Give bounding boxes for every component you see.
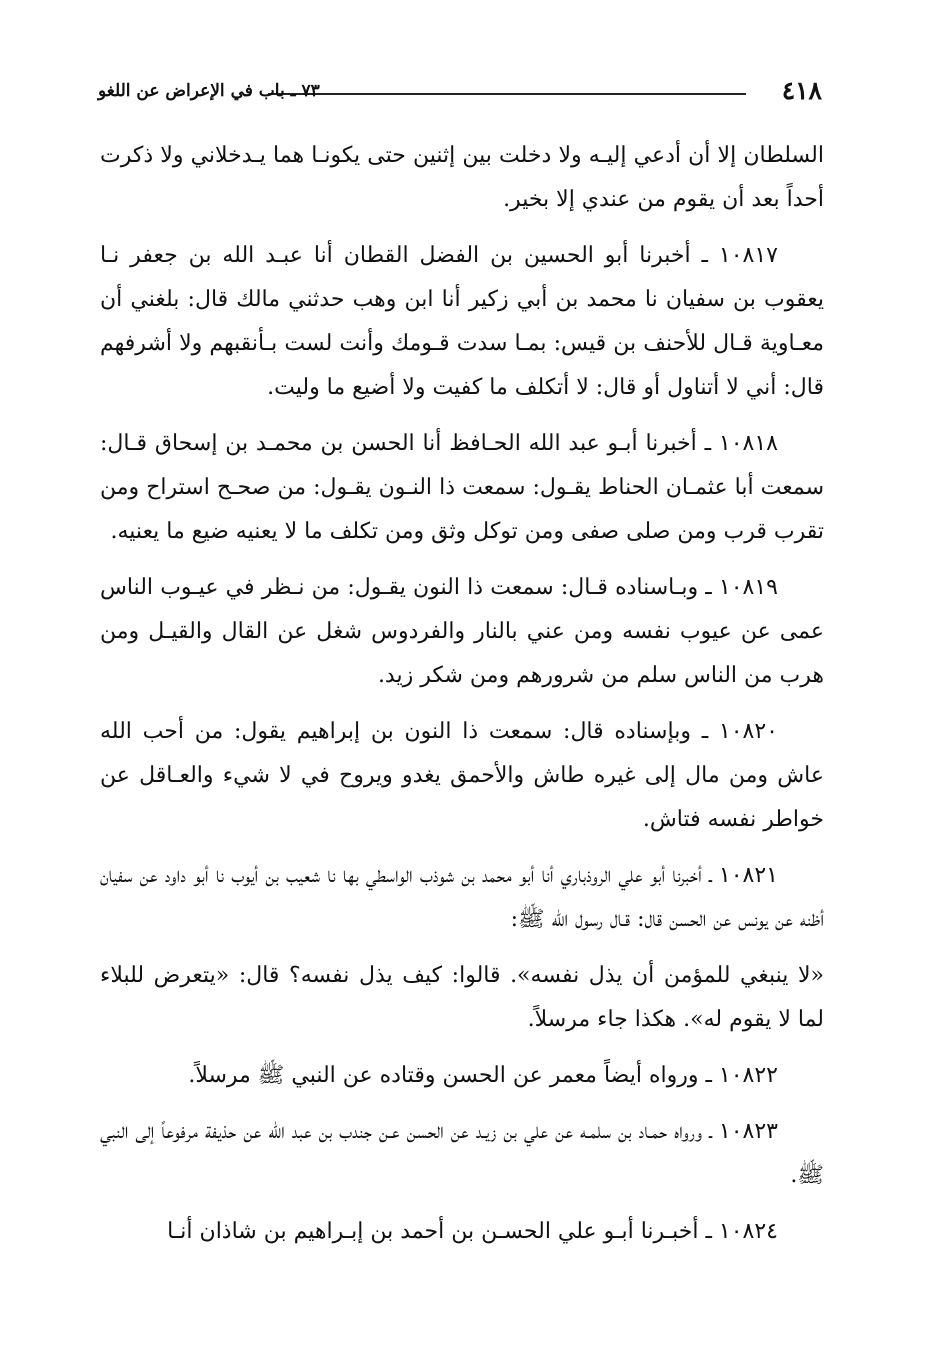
paragraph: «لا ينبغي للمؤمن أن يذل نفسه». قالوا: كيف يذل نفسه؟ قال: «يتعرض للبلاء لما لا يقوم له». هكذا جاء مرسلاً.	[100, 963, 824, 1032]
page-number: ٤١٨	[781, 76, 822, 105]
paragraph: ١٠٨٢١ ـ أخبرنا أبو علي الروذباري أنا أبو محمد بن شوذب الواسطي بها نا شعيب بن أيوب نا أبو داود عن سفيان أظنه عن يونس عن الحسن قال: قـال رسول الله ﷺ:	[100, 863, 824, 932]
paragraph: ١٠٨١٨ ـ أخبرنا أبـو عبد الله الحـافظ أنا الحسن بن محمـد بن إسحاق قـال: سمعت أبا عثمـان الحناط يقـول: سمعت ذا النـون يقـول: من صحـح استراح ومن تقرب قرب ومن صلى صفى ومن توكل وثق ومن تكلف ما لا يعنيه ضيع ما يعنيه.	[100, 431, 824, 544]
paragraph: ١٠٨٢٣ ـ ورواه حمـاد بن سلمـه عن علي بن زيـد عن الحسن عـن جندب بن عبد الله عن حذيفة مرفوعاً إلى النبي ﷺ.	[100, 1119, 824, 1188]
header-rule	[268, 93, 746, 95]
paragraph: السلطان إلا أن أدعي إليـه ولا دخلت بين إثنين حتى يكونـا هما يـدخلاني ولا ذكرت أحداً بعد أن يقوم من عندي إلا بخير.	[100, 143, 824, 212]
chapter-title: ٧٣ ـ باب في الإعراض عن اللغو	[98, 81, 320, 101]
paragraph: ١٠٨١٧ ـ أخبرنا أبو الحسين بن الفضل القطان أنا عبـد الله بن جعفر نـا يعقوب بن سفيان نا محمد بن أبي زكير أنا ابن وهب حدثني مالك قال: بلغني أن معـاوية قـال للأحنف بن قيس: بمـا سدت قـومك وأنت لست بـأنقبهم ولا أشرفهم قال: أني لا أتناول أو قال: لا أتكلف ما كفيت ولا أضيع ما وليت.	[100, 243, 824, 400]
paragraph: ١٠٨١٩ ـ وبـاسناده قـال: سمعت ذا النون يقـول: من نـظر في عيـوب الناس عمى عن عيوب نفسه ومن عني بالنار والفردوس شغل عن القال والقيـل ومن هرب من الناس سلم من شرورهم ومن شكر زيد.	[100, 575, 824, 688]
page-header	[98, 74, 822, 108]
paragraph: ١٠٨٢٢ ـ ورواه أيضاً معمر عن الحسن وقتاده عن النبي ﷺ مرسلاً.	[188, 1063, 778, 1088]
body-text	[100, 134, 824, 1266]
paragraph: ١٠٨٢٠ ـ وبإسناده قال: سمعت ذا النون بن إبراهيم يقول: من أحب الله عاش ومن مال إلى غيره طاش والأحمق يغدو ويروح في لا شيء والعـاقل عن خواطر نفسه فتاش.	[100, 719, 824, 832]
paragraph: ١٠٨٢٤ ـ أخبـرنا أبـو علي الحسـن بن أحمد بن إبـراهيم بن شاذان أنـا	[167, 1219, 778, 1244]
